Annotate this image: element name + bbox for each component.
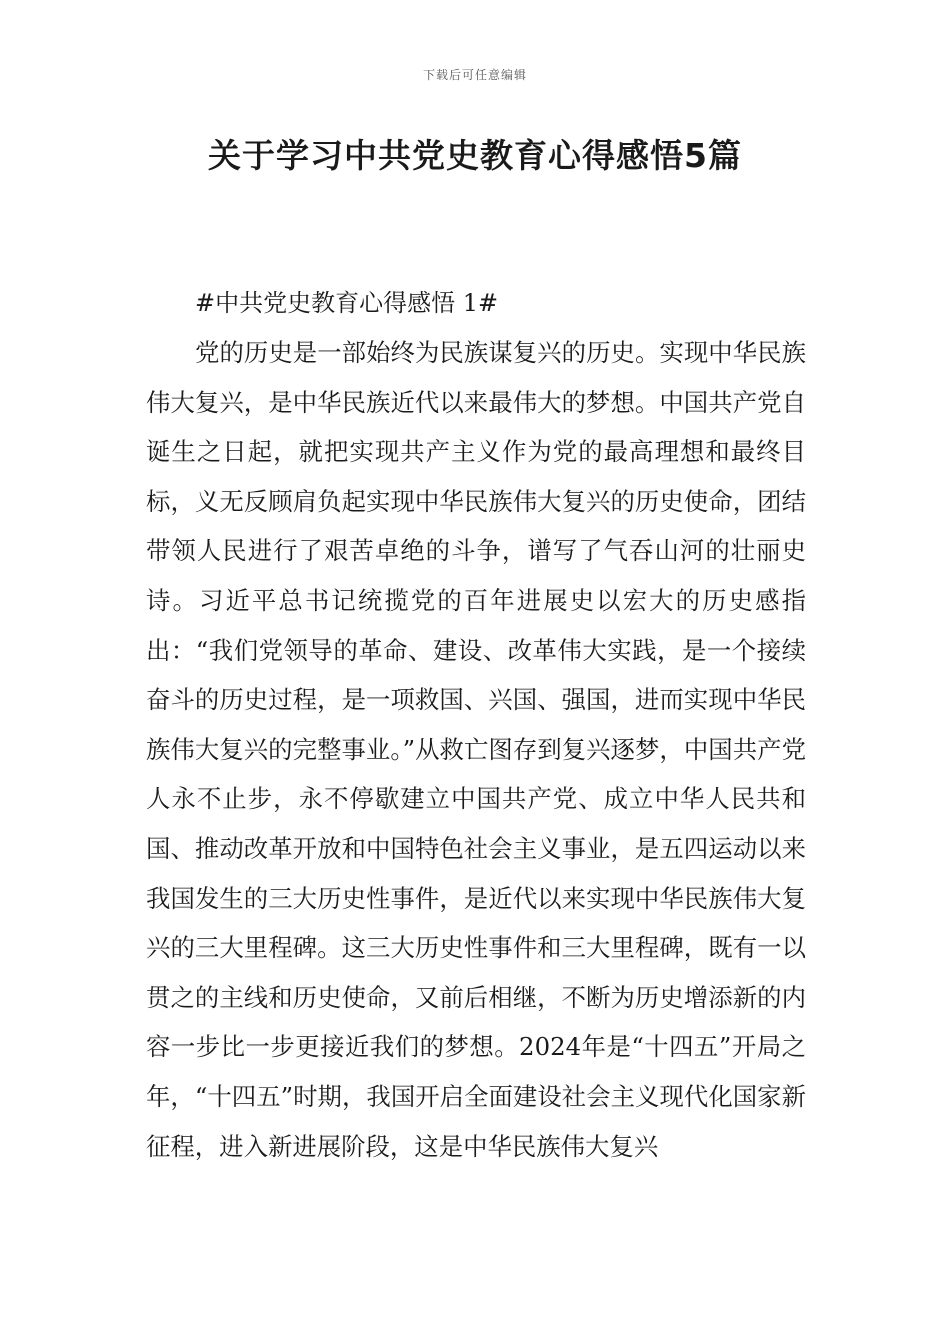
body-paragraph: 党的历史是一部始终为民族谋复兴的历史。实现中华民族伟大复兴，是中华民族近代以来最伟大的梦想。中国共产党自诞生之日起，就把实现共产主义作为党的最高理想和最终目标，义无反顾肩负起实现中华民族伟大复兴的历史使命，团结带领人民进行了艰苦卓绝的斗争，谱写了气吞山河的壮丽史诗。习近平总书记统揽党的百年进展史以宏大的历史感指出：“我们党领导的革命、建设、改革伟大实践，是一个接续奋斗的历史过程，是一项救国、兴国、强国，进而实现中华民族伟大复兴的完整事业。”从救亡图存到复兴逐梦，中国共产党人永不止步，永不停歇建立中国共产党、成立中华人民共和国、推动改革开放和中国特色社会主义事业，是五四运动以来我国发生的三大历史性事件，是近代以来实现中华民族伟大复兴的三大里程碑。这三大历史性事件和三大里程碑，既有一以贯之的主线和历史使命，又前后相继，不断为历史增添新的内容一步比一步更接近我们的梦想。2024年是“十四五”开局之年，“十四五”时期，我国开启全面建设社会主义现代化国家新征程，进入新进展阶段，这是中华民族伟大复兴: [146, 338, 806, 1161]
document-title: 关于学习中共党史教育心得感悟5篇: [208, 136, 742, 175]
download-note: 下载后可任意编辑: [422, 68, 527, 82]
section-heading: #中共党史教育心得感悟 1#: [195, 289, 499, 317]
